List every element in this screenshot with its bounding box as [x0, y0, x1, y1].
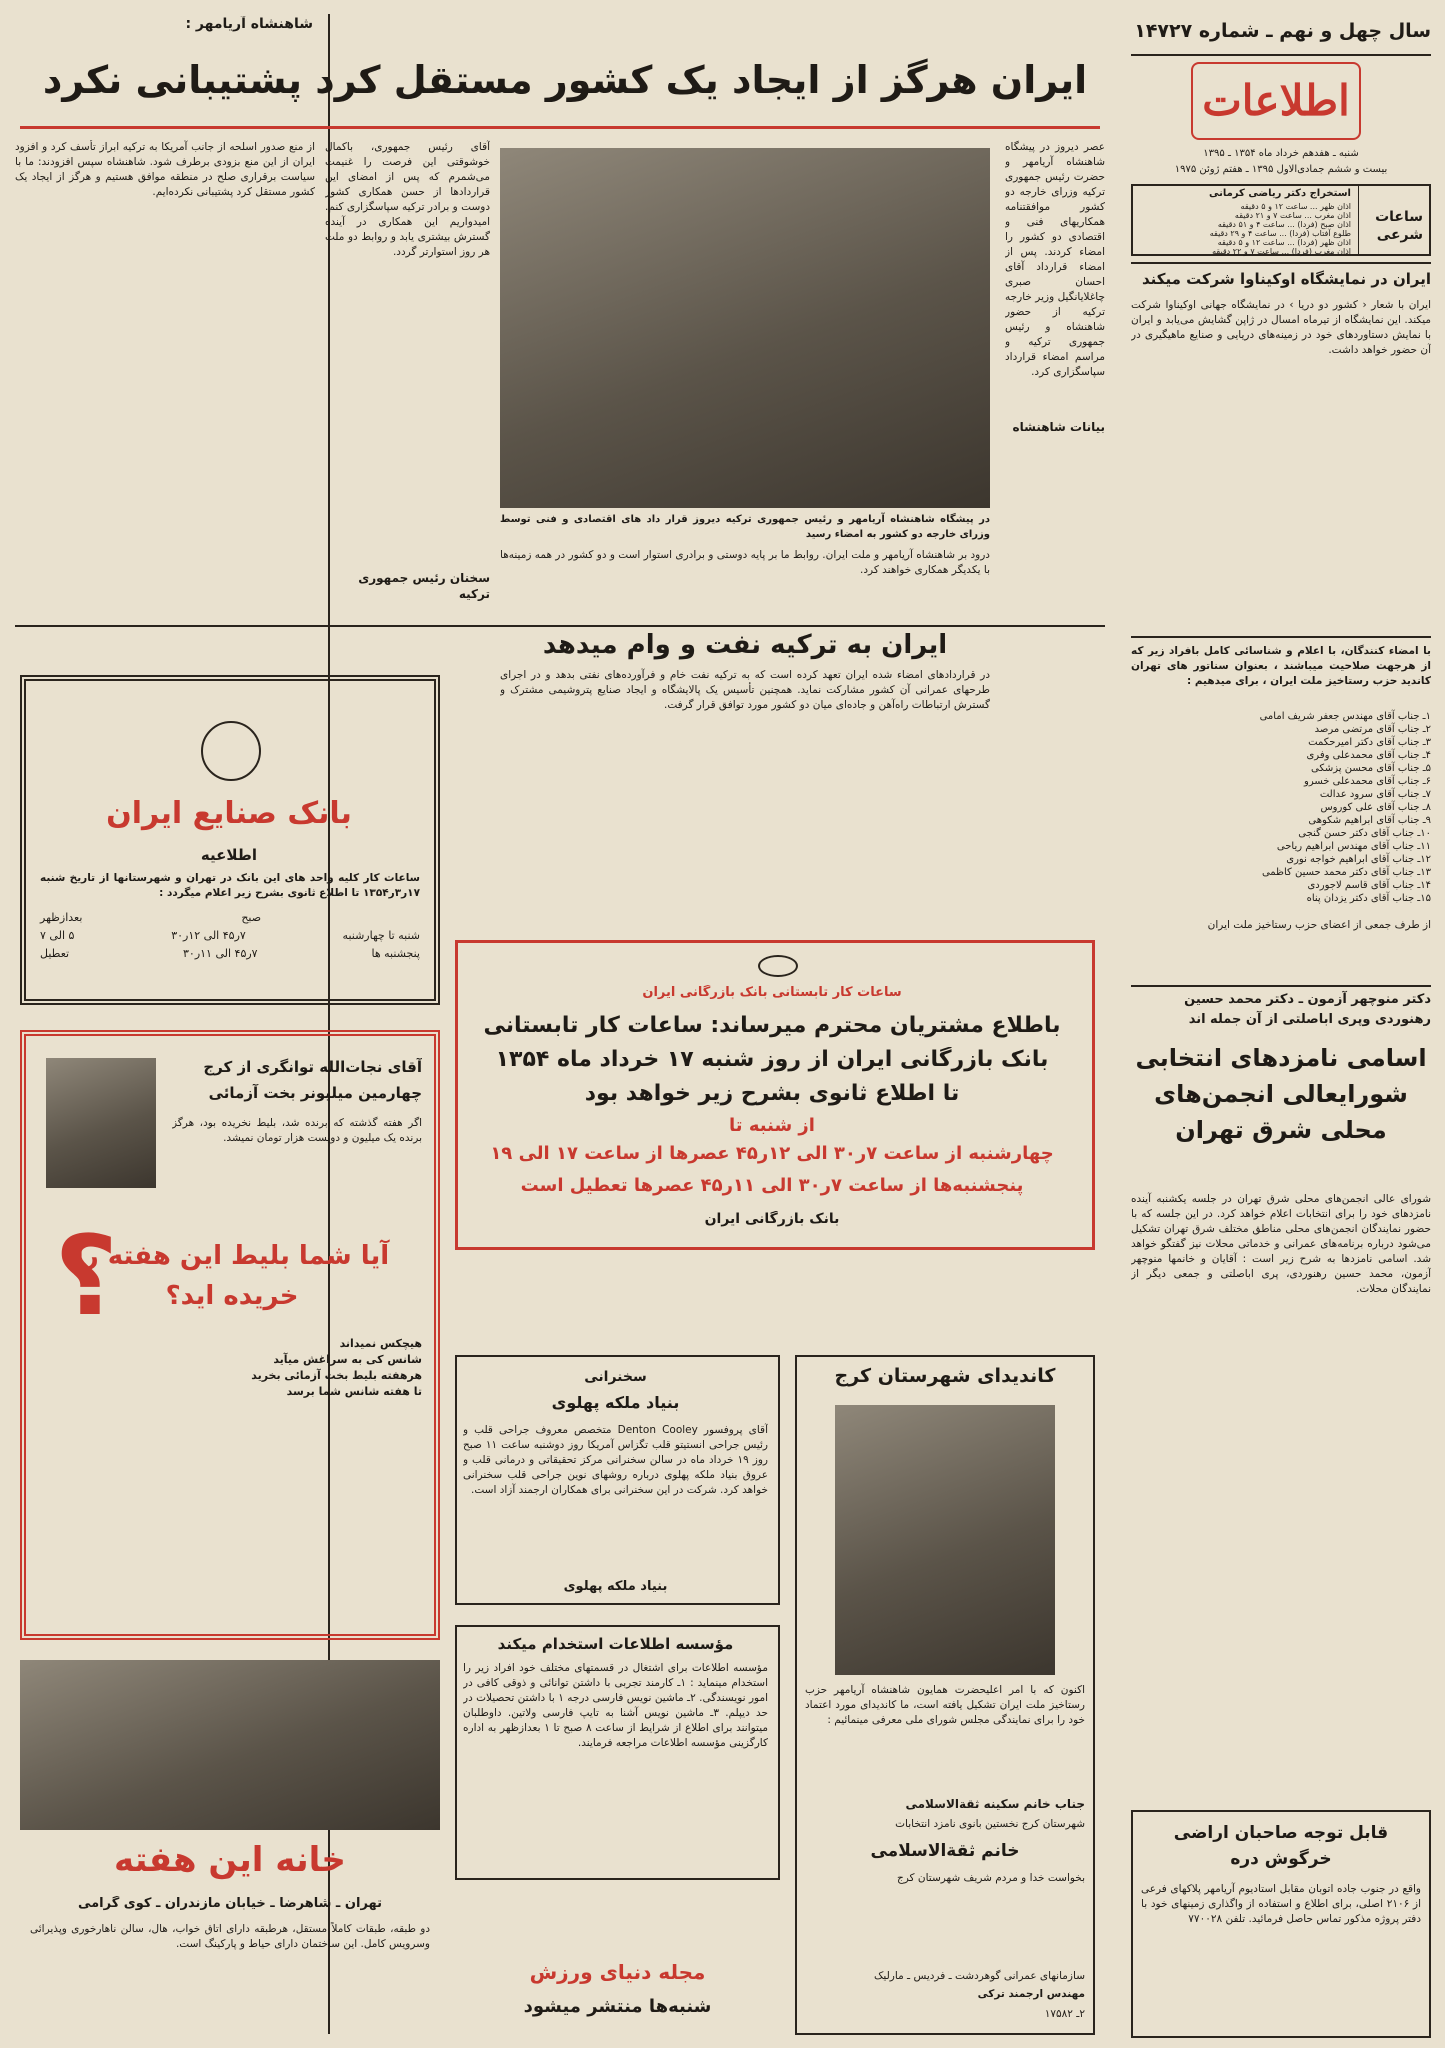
lottery-small-1: هیچکس نمیداند	[339, 1337, 422, 1350]
committee-name: ۱۴ـ جناب آقای قاسم لاجوردی	[1307, 880, 1431, 891]
lottery-small-text	[172, 1336, 422, 1400]
bazargani-line-1: باطلاع مشتریان محترم میرساند: ساعات کار تابستانی	[483, 1013, 1061, 1038]
council-headline: اسامی نامزدهای انتخابی شورایعالی انجمن‌های محلی شرق تهران	[1135, 1044, 1427, 1144]
exhibition-text: ایران با شعار ‹ کشور دو دریا › در نمایشگاه جهانی اوکیناوا شرکت میکند. این نمایشگاه از تیرماه امسال در ژاپن گشایش می‌یابد و ایران با نمایش دستاوردهای خود در زمینه‌های دریایی و صنایع ماهیگیری در آن حضور خواهد داشت.	[1131, 299, 1431, 356]
committee-name: ۴ـ جناب آقای محمدعلی وفری	[1306, 750, 1431, 761]
prayer-time: اذان صبح (فردا) ... ساعت ۴ و ۵۱ دقیقه	[1217, 220, 1351, 229]
committee-name: ۳ـ جناب آقای دکتر امیرحکمت	[1308, 737, 1431, 748]
jobs-title: مؤسسه اطلاعات استخدام میکند	[497, 1635, 734, 1653]
committee-name: ۱۰ـ جناب آقای دکتر حسن گنجی	[1298, 828, 1431, 839]
jobs-ad	[455, 1625, 780, 1880]
bank-emblem-icon	[201, 721, 261, 781]
lottery-text: اگر هفته گذشته که برنده شد، بلیط نخریده بود، هرگز برنده یک میلیون و دویست هزار تومان نمیشد.	[172, 1117, 422, 1144]
land-ad	[1131, 1810, 1431, 2038]
lottery-small-4: تا هفته شانس شما برسد	[286, 1385, 422, 1398]
bazargani-line-5: پنجشنبه‌ها از ساعت ۷ر۳۰ الی ۱۱ر۴۵ عصرها تعطیل است	[520, 1175, 1024, 1196]
bazargani-signature: بانک بازرگانی ایران	[704, 1211, 840, 1227]
lottery-headline-1: آقای نجات‌الله توانگری از کرج	[203, 1058, 422, 1076]
land-headline: قابل توجه صاحبان اراضی خرگوش دره	[1173, 1823, 1389, 1869]
committee-name: ۱۲ـ جناب آقای ابراهیم خواجه نوری	[1286, 854, 1431, 865]
lottery-ad	[20, 1030, 440, 1640]
prayer-time: اذان ظهر ... ساعت ۱۲ و ۵ دقیقه	[1240, 202, 1351, 211]
karaj-footer-text: بخواست خدا و مردم شریف شهرستان کرج	[896, 1872, 1085, 1884]
row1-evening: ۵ الی ۷	[40, 929, 75, 942]
lead-text-right: عصر دیروز در پیشگاه شاهنشاه آریامهر و حضرت رئیس جمهوری ترکیه وزرای خارجه دو کشور موافقتنامه همکاریهای فنی و اقتصادی دو کشور را امضاء کردند. پس از امضاء قرارداد آقای احسان صبری چاغلایانگیل وزیر خارجه ترکیه از حضور شاهنشاه و رئیس جمهوری ترکیه و مراسم امضاء قرارداد سپاسگزاری کرد.	[1005, 141, 1105, 378]
row1-days: شنبه تا چهارشنبه	[342, 929, 420, 942]
bank-hours	[40, 909, 420, 963]
masthead	[1131, 14, 1431, 259]
date-line-2: بیست و ششم جمادی‌الاول ۱۳۹۵ ـ هفتم ژوئن ۱۹۷۵	[1174, 164, 1388, 175]
sports-line-2: شنبه‌ها منتشر میشود	[523, 1996, 712, 2017]
karaj-ad	[795, 1355, 1095, 2035]
committee-name: ۱۱ـ جناب آقای مهندس ابراهیم ریاحی	[1276, 841, 1431, 852]
lead-photo	[500, 148, 990, 508]
prayer-list	[1136, 202, 1351, 256]
committee-name: ۸ـ جناب آقای علی کوروس	[1320, 802, 1431, 813]
lead-headline: ایران هرگز از ایجاد یک کشور مستقل کرد پشتیبانی نکرد	[42, 58, 1088, 102]
winner-photo	[46, 1058, 156, 1188]
bank-title: بانک صنایع ایران	[106, 796, 352, 831]
lottery-slogan: آیا شما بلیط این هفته را خریده اید؟	[74, 1241, 390, 1311]
exhibition-headline: ایران در نمایشگاه اوکیناوا شرکت میکند	[1141, 270, 1431, 288]
committee-name: ۱۳ـ جناب آقای دکتر محمد حسین کاظمی	[1261, 867, 1431, 878]
bazargani-line-4: چهارشنبه از ساعت ۷ر۳۰ الی ۱۲ر۴۵ عصرها از ساعت ۱۷ الی ۱۹	[490, 1143, 1054, 1164]
sub-heading: بیانات شاهنشاه	[1012, 420, 1105, 434]
bank-notice: اطلاعیه	[200, 846, 258, 864]
oil-text: در قراردادهای امضاء شده ایران تعهد کرده است که به ترکیه نفت خام و فرآورده‌های نفتی بدهد و در اجرای طرحهای عمرانی آن کشور مشارکت نماید. همچنین تأسیس یک پالایشگاه و ایجاد صنایع پتروشیمی مشترک و گسترش ارتباطات راه‌آهن و جاده‌ای میان دو کشور مورد توافق قرار گرفت.	[500, 669, 990, 711]
prayer-label: ساعات شرعی	[1375, 209, 1423, 243]
question-mark-icon: ؟	[54, 1216, 118, 1336]
house-address: تهران ـ شاهرضا ـ خیابان مازندران ـ کوی گرامی	[77, 1896, 383, 1911]
house-photo	[20, 1660, 440, 1830]
col-morning: صبح	[241, 911, 262, 924]
col-evening: بعدازظهر	[40, 911, 83, 924]
row2-days: پنجشنبه ها	[371, 947, 420, 960]
newspaper-logo	[1191, 62, 1361, 140]
committee-name: ۷ـ جناب آقای سرود عدالت	[1319, 789, 1431, 800]
jobs-text: مؤسسه اطلاعات برای اشتغال در قسمتهای مختلف خود افراد زیر را استخدام مینماید : ۱ـ کارمند تجربی با داشتن توانائی و ذوقی کافی در امور نویسندگی. ۲ـ ماشین نویس فارسی درجه ۱ با داشتن تحصیلات در حد دیپلم. ۳ـ ماشین نویس آشنا به تایپ فارسی ولاتین. داوطلبان میتوانند برای اطلاع از شرایط از ساعت ۸ صبح تا ۱ بعدازظهر به اداره کارگزینی مؤسسه اطلاعات مراجعه فرمایند.	[463, 1662, 768, 1749]
committee-name: ۵ـ جناب آقای محسن پزشکی	[1311, 763, 1431, 774]
lead-text-mid: آقای رئیس جمهوری، باکمال خوشوقتی این فرصت را غنیمت می‌شمرم که پس از امضای این قراردادها از حسن همکاری کشور دوست و برادر ترکیه سپاسگزاری کنم. امیدواریم این همکاری در آینده گسترش بیشتری یابد و روابط دو ملت هر روز استوارتر گردد.	[325, 141, 490, 258]
bazargani-line-2: بانک بازرگانی ایران از روز شنبه ۱۷ خرداد ماه ۱۳۵۴	[495, 1047, 1049, 1072]
prayer-times-box	[1131, 184, 1431, 256]
lead-text-sub2: درود بر شاهنشاه آریامهر و ملت ایران. روابط ما بر پایه دوستی و برادری استوار است و دو کشور در همه زمینه‌ها با یکدیگر همکاری خواهند کرد.	[500, 549, 990, 576]
lecture-org: بنیاد ملکه پهلوی	[551, 1393, 680, 1412]
prayer-title: استخراج دکتر ریاضی کرمانی	[1208, 188, 1351, 199]
karaj-text: اکنون که با امر اعلیحضرت همایون شاهنشاه آریامهر حزب رستاخیز ملت ایران تشکیل یافته است، ما کاندیدای مورد اعتماد خود را برای نمایندگی مجلس شورای ملی معرفی مینمائیم :	[805, 1684, 1085, 1726]
prayer-time: طلوع آفتاب (فردا) ... ساعت ۴ و ۲۹ دقیقه	[1209, 229, 1351, 238]
karaj-desc: شهرستان کرج نخستین بانوی نامزد انتخابات	[895, 1818, 1085, 1830]
committee-name: ۹ـ جناب آقای ابراهیم شکوهی	[1308, 815, 1431, 826]
lead-kicker: شاهنشاه آریامهر :	[185, 16, 313, 32]
committee-name: ۱ـ جناب آقای مهندس جعفر شریف امامی	[1259, 711, 1431, 722]
prayer-time: اذان مغرب (فردا) ... ساعت ۷ و ۲۲ دقیقه	[1212, 247, 1351, 256]
committee-intro: با امضاء کنندگان، با اعلام و شناسائی کامل بافراد زیر که از هرجهت صلاحیت میباشند ، بعنوان سناتور های تهران کاندید حزب رستاخیز ملت ایران ، برای میدهیم :	[1131, 645, 1431, 687]
bazargani-ad	[455, 940, 1095, 1250]
house-ad	[20, 1660, 440, 2034]
lead-text-left: از منع صدور اسلحه از جانب آمریکا به ترکیه ابراز تأسف کرد و افزود ایران از این منع بزودی برطرف شود. شاهنشاه سپس افزودند: ما با سیاست برقراری صلح در منطقه موافق هستیم و هرگز از ایجاد یک کشور مستقل کرد پشتیبانی نکرده‌ایم.	[15, 141, 315, 198]
sub2-heading: سخنان رئیس جمهوری ترکیه	[358, 571, 490, 601]
row2-evening: تعطیل	[40, 947, 70, 960]
year-issue: سال چهل و نهم ـ شماره ۱۴۷۲۷	[1134, 20, 1431, 42]
oil-headline: ایران به ترکیه نفت و وام میدهد	[542, 630, 948, 660]
candidate-photo	[835, 1405, 1055, 1675]
karaj-engineer: مهندس ارجمند ترکی	[977, 1988, 1085, 2000]
lecture-signature: بنیاد ملکه پهلوی	[563, 1579, 668, 1594]
council-text: شورای عالی انجمن‌های محلی شرق تهران در جلسه یکشنبه آینده نامزدهای خود را برای انتخابات اعلام خواهد کرد. در این جلسه که با حضور نمایندگان انجمن‌های محلی مناطق مختلف شرق تهران تشکیل می‌شود درباره برنامه‌های عمرانی و خدماتی محلات نیز گفتگو خواهد شد. اسامی نامزدها به شرح زیر است : آقایان و خانمها منوچهر آزمون، محمد حسین رهنوردی، پری اباصلتی و جمعی دیگر از نمایندگان محلات.	[1131, 1193, 1431, 1295]
committee-name: ۱۵ـ جناب آقای دکتر یزدان پناه	[1306, 893, 1431, 904]
bank-body: ساعات کار کلیه واحد های این بانک در تهران و شهرستانها از تاریخ شنبه ۱۷ر۳ر۱۳۵۴ تا اطلاع ثانوی بشرح زیر اعلام میگردد :	[40, 872, 420, 899]
bazargani-from-sat: از شنبه تا	[729, 1115, 815, 1136]
lecture-kicker: سخنرانی	[584, 1369, 647, 1385]
row2-morning: ۷ر۴۵ الی ۱۱ر۳۰	[182, 947, 258, 960]
lottery-small-2: شانس کی به سراغش میآید	[273, 1353, 422, 1366]
lecture-ad	[455, 1355, 780, 1605]
council-kicker: دکتر منوچهر آزمون ـ دکتر محمد حسین رهنوردی وپری اباصلتی از آن جمله اند	[1184, 992, 1431, 1027]
sports-line-1: مجله دنیای ورزش	[529, 1960, 706, 1984]
bazargani-line-3: تا اطلاع ثانوی بشرح زیر خواهد بود	[584, 1081, 960, 1106]
row1-morning: ۷ر۴۵ الی ۱۲ر۳۰	[171, 929, 246, 942]
bank-logo-icon	[758, 955, 798, 977]
leaders-photo	[500, 148, 990, 508]
karaj-name-big: خانم ثقةالاسلامی	[870, 1841, 1020, 1861]
logo-text: اطلاعات	[1202, 76, 1350, 125]
lead-photo-caption: در پیشگاه شاهنشاه آریامهر و رئیس جمهوری ترکیه دیروز قرار داد های اقتصادی و فنی توسط وزرای خارجه دو کشور به امضاء رسید	[500, 514, 990, 540]
bank-sanaye-ad	[20, 675, 440, 1005]
bazargani-kicker: ساعات کار تابستانی بانک بازرگانی ایران	[642, 985, 902, 1000]
lecture-text: آقای پروفسور Denton Cooley متخصص معروف جراحی قلب و رئیس جراحی انستیتو قلب تگزاس آمریکا روز دوشنبه ساعت ۱۱ صبح روز ۱۹ خرداد ماه در سالن سخنرانی مرکز تحقیقاتی و درمانی قلب و عروق بنیاد ملکه پهلوی درباره روشهای نوین جراحی قلب سخنرانی خواهد کرد. شرکت در این سخنرانی برای همکاران ارجمند آزاد است.	[463, 1424, 768, 1496]
prayer-time: اذان ظهر (فردا) ... ساعت ۱۲ و ۵ دقیقه	[1217, 238, 1351, 247]
lottery-headline-2: چهارمین میلیونر بخت آزمائی	[208, 1084, 422, 1102]
committee-footer: از طرف جمعی از اعضای حزب رستاخیز ملت ایران	[1207, 919, 1431, 931]
karaj-signers: سازمانهای عمرانی گوهردشت ـ فردیس ـ مارلیک	[874, 1970, 1085, 1982]
karaj-headline: کاندیدای شهرستان کرج	[834, 1365, 1056, 1387]
committee-name: ۶ـ جناب آقای محمدعلی خسرو	[1303, 776, 1431, 787]
lottery-small-3: هرهفته بلیط بخت آزمائی بخرید	[251, 1369, 422, 1382]
karaj-code: ۲ـ ۱۷۵۸۲	[1044, 2008, 1085, 2020]
house-text: دو طبقه، طبقات کاملاً مستقل، هرطبقه دارای اتاق خواب، هال، سالن ناهارخوری وپذیرائی وسرویس کامل. این ساختمان دارای حیاط و پارکینگ است.	[30, 1923, 430, 1950]
karaj-name-line: جناب خانم سکینه ثقةالاسلامی	[905, 1797, 1085, 1811]
land-text: واقع در جنوب جاده اتوبان مقابل استادیوم آریامهر پلاکهای فرعی از ۲۱۰۶ اصلی، برای اطلاع و استفاده از واگذاری زمینهای خود با دفتر پروژه مذکور تماس حاصل فرمائید. تلفن ۷۷۰۰۲۸	[1141, 1883, 1421, 1925]
committee-name: ۲ـ جناب آقای مرتضی مرصد	[1314, 724, 1431, 735]
date-line: شنبه ـ هفدهم خرداد ماه ۱۳۵۴ ـ ۱۳۹۵	[1203, 148, 1359, 159]
prayer-time: اذان مغرب ... ساعت ۷ و ۲۱ دقیقه	[1234, 211, 1351, 220]
house-title: خانه این هفته	[114, 1840, 346, 1880]
committee-list	[1131, 710, 1431, 905]
